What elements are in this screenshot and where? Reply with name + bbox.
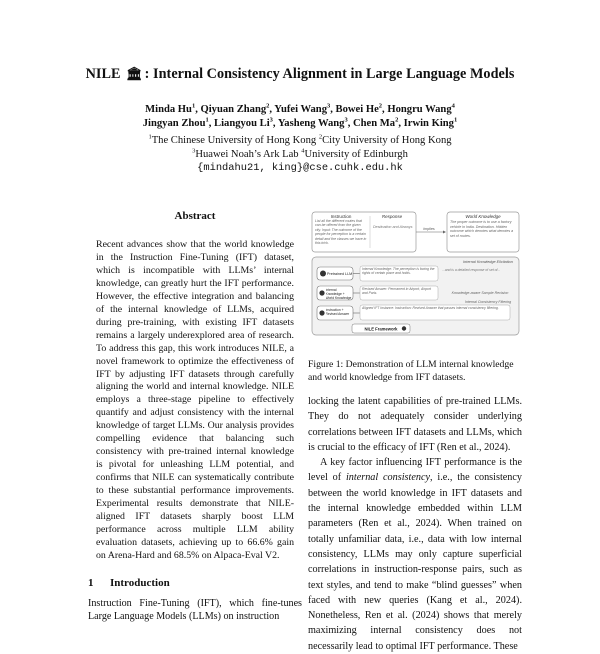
paragraph-internal-consistency [308,455,522,654]
row1-right-wrap [442,268,517,280]
elicitation-label: Internal Knowledge Elicitation [463,260,513,264]
instruction-text: List all the different routes that can be offered from the given city. Input: The outcome of the people for perception is a certain detail and the classes we have in this trick. [315,219,367,246]
paragraph-text: , i.e., the consistency between the world knowledge in IFT datasets and the internal knowledge embedded within LLM parameters (Ren et al., 2024). When trained on totally unfamiliar data, i.e., data with low internal consistency, LLMs may only capture superficial correlations in instruction-response pairs, such as text styles, and tend to make “blind guesses” when faced with new queries (Kang et al., 2024). Nonetheless, Ren et al. (2024) shows that merely maximizing internal consistency does not necessarily lead to optimal IFT performance. These [308,472,522,652]
author-affil-mark: 1 [205,116,209,124]
affil-mark: 2 [318,133,323,141]
response-label: Response [381,214,403,219]
framework-label: NILE Framework [364,326,398,332]
response-text: Destination and Airways [373,225,413,229]
author-name: Chen Ma [353,118,396,129]
introduction-body: Instruction Fine-Tuning (IFT), which fine-tunes Large Language Models (LLMs) on instruction [88,597,302,622]
instruction-label: Instruction [330,214,352,219]
author-affil-mark: 2 [378,102,383,110]
world-text-wrap [450,220,516,250]
row1-right-text: ...and is a detailed response of set of... [442,268,501,272]
knowledge-icon [319,290,324,295]
emphasis-term: internal consistency [345,472,430,484]
instruction-text-wrap [315,219,367,251]
author-line-2: Jingyan Zhou$^1$, Liangyou Li$^3$, Yasheng Wang$^3$, Chen Ma$^2$, Irwin King$^1$ [142,116,458,129]
author-list [40,103,560,131]
affiliation: Huawei Noah’s Ark Lab [195,149,302,160]
pyramid-logo-icon: 🏛 [126,66,143,81]
knowledge-node-label: Internal Knowledge + World Knowledge [325,287,352,300]
author-name: Irwin King [403,118,454,129]
sample-revision-label: Knowledge-aware Sample Revision [451,291,509,295]
row2-name-wrap [326,288,354,300]
affil-mark: 3 [192,147,196,155]
author-affil-mark: 1 [453,116,458,124]
affiliation-line-1 [40,134,560,148]
author-affil-mark: 2 [395,116,399,124]
author-name: Hongru Wang [387,104,452,115]
affil-mark: 4 [301,147,305,155]
llm-icon [320,271,326,277]
author-name: Bowei He [335,104,379,115]
arrow-label: Implies [423,227,435,231]
right-column-body [308,394,522,654]
affiliation: The Chinese University of Hong Kong [151,135,319,146]
author-affil-mark: 3 [344,116,348,124]
author-name: Qiyuan Zhang [200,104,267,115]
row1-text-wrap [362,267,437,281]
instruction-answer-label: Instruction + Revised Answer [325,307,350,316]
section-title: Introduction [110,576,170,589]
response-text-wrap [373,225,413,245]
aligned-instance-text: Aligned IFT Instance: Instruction: Revised Answer that passes internal consistency filtering. [362,306,499,310]
author-name: Jingyan Zhou [142,118,206,129]
figure-1 [308,210,522,338]
revised-answer-text: Revised Answer: Permanent in Airport, Airport and Paris. [362,287,431,296]
author-affil-mark: 3 [327,102,331,110]
paper-title [0,66,600,83]
author-affil-mark: 1 [191,102,196,110]
abstract-body: Recent advances show that the world knowledge in the Instruction Fine-Tuning (IFT) dataset, which is incompatible with LLMs’ internal knowledge, can greatly hurt the IFT performance. However, the effective integration and balancing of the internal knowledge of LLMs, acquired during pre-training, with existing IFT datasets remains a largely underexplored area of research. To address this gap, this work introduces NILE, a novel framework to optimize the effectiveness of IFT by adjusting IFT datasets through carefully aligning the world and internal knowledge. NILE employs a three-stage pipeline to effectively quantify and adjust consistency with the internal knowledge of target LLMs. Our analysis provides compelling evidence that balancing such consistency with pre-trained internal knowledge is pivotal for unleashing LLM potential, and confirms that NILE can systematically contribute to these substantial performance improvements. Experimental results demonstrate that NILE-aligned IFT datasets sharply boost LLM performance across multiple LLM ability evaluation datasets, achieving up to 66.6% gain on Arena-Hard and 68.5% on Alpaca-Eval V2. [96,239,294,561]
contact-email: {mindahu21, king}@cse.cuhk.edu.hk [197,162,403,174]
world-knowledge-text: The proper outcome is to use a factory vehicle in India. Destination. Hidden outcome which denotes what denotes a set of routes. [450,220,514,238]
section-heading-introduction [88,577,302,589]
affiliation: City University of Hong Kong [322,135,452,146]
affiliation: University of Edinburgh [304,149,408,160]
author-affil-mark: 2 [266,102,270,110]
nile-framework-diagram [308,210,522,338]
nile-logo-icon [402,326,406,330]
affiliation-line-2 [40,148,560,162]
paragraph-text: A key factor influencing IFT performance is the level of [308,457,522,484]
consistency-filtering-label: Internal Consistency Filtering [464,300,512,304]
affiliations [40,134,560,162]
internal-knowledge-text: Internal Knowledge: The perception is facing the rights of certain place and holds. [362,267,435,276]
title-text: : Internal Consistency Alignment in Large Language Models [144,66,515,82]
instruction-icon [319,310,324,315]
author-line-1: Minda Hu$^1$, Qiyuan Zhang$^2$, Yufei Wang$^3$, Bowei He$^2$, Hongru Wang$^4$ [145,102,455,115]
author-name: Yasheng Wang [277,118,345,129]
author-name: Yufei Wang [274,104,327,115]
row3-name-wrap [326,308,354,320]
arrow-head-icon [443,231,446,234]
right-column [308,210,522,654]
left-column [88,210,302,623]
author-name: Minda Hu [145,104,192,115]
figure-caption: Figure 1: Demonstration of LLM internal knowledge and world knowledge from IFT datasets. [308,359,514,383]
title-acronym: NILE [85,66,121,82]
paragraph-continued: locking the latent capabilities of pre-trained LLMs. They do not adequately consider underlying correlations between IFT datasets and LLMs, which is crucial to the efficacy of IFT (Ren et al., 2024). [308,396,522,453]
author-affil-mark: 3 [269,116,273,124]
row2-text-wrap [362,287,437,300]
affil-mark: 1 [148,133,152,141]
row3-text-wrap [362,306,508,320]
section-number: 1 [88,576,94,589]
world-knowledge-label: World Knowledge [465,214,501,219]
author-affil-mark: 4 [451,102,455,110]
pretrained-llm-label: Pretrained LLM [327,272,353,276]
abstract-heading: Abstract [174,210,216,222]
author-name: Liangyou Li [214,118,270,129]
